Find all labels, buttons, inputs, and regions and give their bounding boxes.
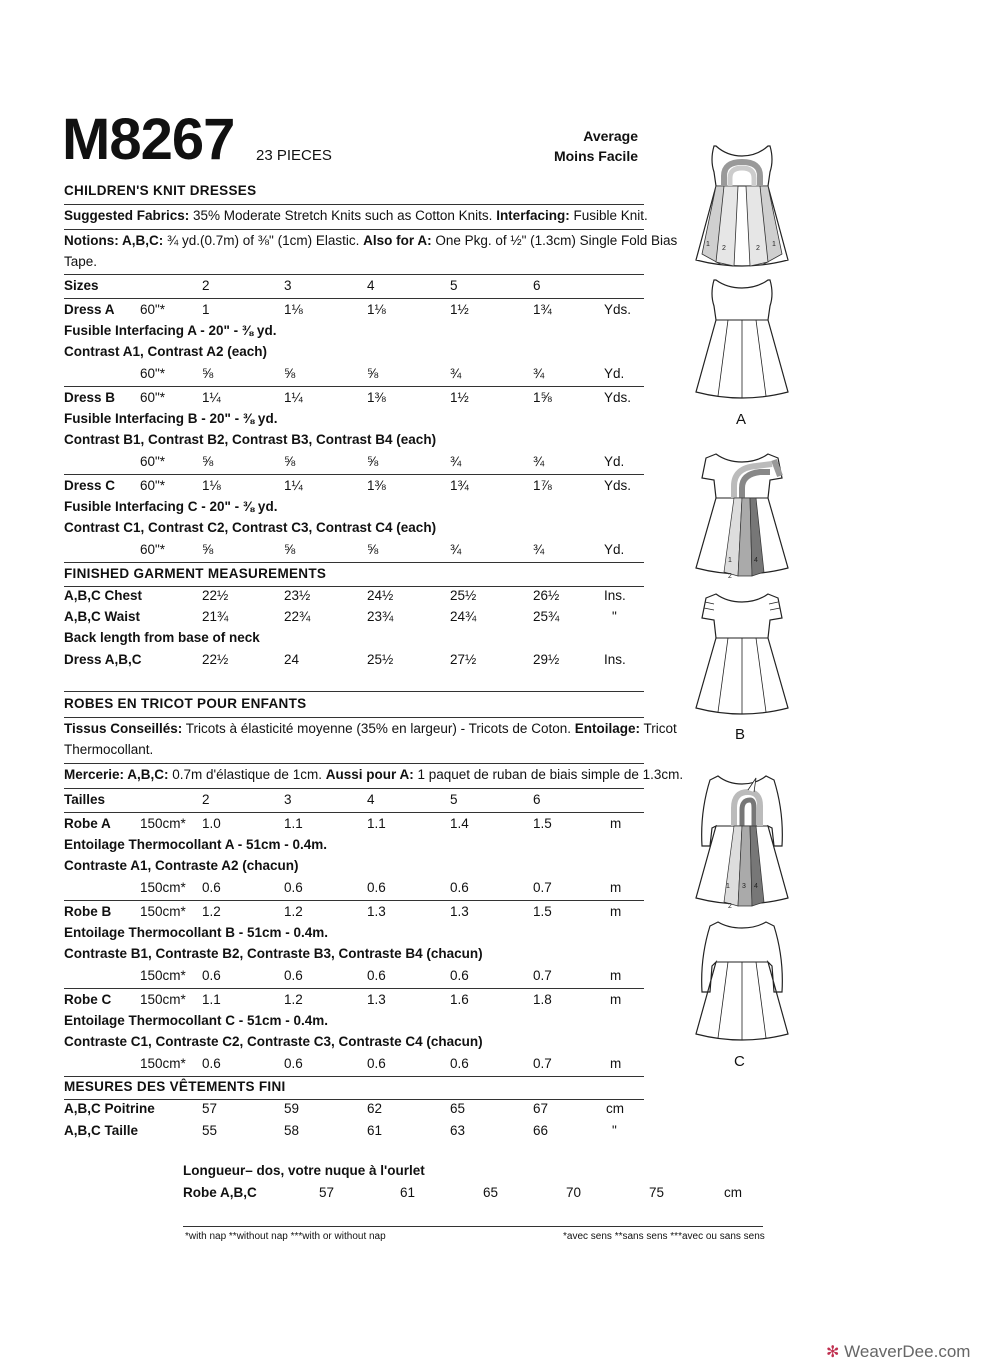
value: ¾ <box>533 454 545 469</box>
section-title-fr: ROBES EN TRICOT POUR ENFANTS <box>64 696 307 711</box>
back-length-label: Back length from base of neck <box>64 630 260 645</box>
value: 1¾ <box>450 478 469 493</box>
value: 1⅜ <box>367 390 386 405</box>
robe-a-row <box>64 816 644 836</box>
value: 1⅜ <box>367 478 386 493</box>
value: 0.7 <box>533 1056 552 1071</box>
value: 0.6 <box>284 1056 303 1071</box>
divider <box>64 204 644 205</box>
fabric-width: 150cm* <box>140 816 186 831</box>
dress-a-row <box>64 302 644 322</box>
value: 1.4 <box>450 816 469 831</box>
svg-text:1: 1 <box>728 557 732 564</box>
row-label: Dress A,B,C <box>64 652 142 667</box>
contrast-c-label: Contrast C1, Contrast C2, Contrast C3, Contrast C4 (each) <box>64 520 437 535</box>
divider <box>64 691 644 692</box>
fabrics-label: Suggested Fabrics: <box>64 208 190 223</box>
alsoA-label: Also for A: <box>363 233 432 248</box>
entoilage-c: Entoilage Thermocollant C - 51cm - 0.4m. <box>64 1013 329 1028</box>
divider <box>64 562 644 563</box>
value: 23½ <box>284 588 311 603</box>
notions-line-fr <box>64 767 683 782</box>
value: 1.1 <box>367 816 386 831</box>
value: ⅝ <box>284 454 296 469</box>
value: 22½ <box>202 588 229 603</box>
footnote-en: *with nap **without nap ***with or without nap <box>185 1231 386 1242</box>
sizes-row <box>64 278 644 298</box>
entoilage-b: Entoilage Thermocollant B - 51cm - 0.4m. <box>64 925 329 940</box>
value: 1.5 <box>533 816 552 831</box>
value: 62 <box>367 1101 383 1116</box>
fabrics-text: 35% Moderate Stretch Knits such as Cotton Knits. <box>189 208 497 223</box>
value: 24¾ <box>450 609 477 624</box>
value: 67 <box>533 1101 549 1116</box>
value: 25¾ <box>533 609 560 624</box>
value: 1¾ <box>533 302 552 317</box>
value: 29½ <box>533 652 560 667</box>
value: ⅝ <box>367 454 379 469</box>
dress-c-back-illustration <box>694 918 790 1044</box>
row-label: Robe B <box>64 904 112 919</box>
unit: cm <box>724 1185 742 1200</box>
measurements-title: FINISHED GARMENT MEASUREMENTS <box>64 566 327 581</box>
size: 6 <box>533 278 541 293</box>
value: 0.6 <box>450 1056 469 1071</box>
value: 0.6 <box>284 880 303 895</box>
fabrics-line-fr <box>64 721 677 736</box>
unit: m <box>610 904 622 919</box>
value: ¾ <box>450 454 462 469</box>
value: 1.1 <box>202 992 221 1007</box>
waist-row <box>64 609 644 629</box>
unit: m <box>610 1056 622 1071</box>
value: 58 <box>284 1123 300 1138</box>
fabrics-cont-fr: Thermocollant. <box>64 742 154 757</box>
row-label: Robe A,B,C <box>183 1185 257 1200</box>
divider <box>64 1099 644 1100</box>
fabric-width: 150cm* <box>140 992 186 1007</box>
svg-text:2: 2 <box>728 573 732 580</box>
value: 1⅞ <box>533 478 552 493</box>
robe-c-row <box>64 992 644 1012</box>
value: 57 <box>202 1101 218 1116</box>
value: 25½ <box>367 652 394 667</box>
fabric-width: 60"* <box>140 390 166 405</box>
value: 0.6 <box>367 968 386 983</box>
interfacing-label: Interfacing: <box>496 208 570 223</box>
value: 27½ <box>450 652 477 667</box>
value: 1⅛ <box>202 478 221 493</box>
contraste-a-label: Contraste A1, Contraste A2 (chacun) <box>64 858 299 873</box>
fusible-b: Fusible Interfacing B - 20" - ⅜ yd. <box>64 411 278 426</box>
value: 1.5 <box>533 904 552 919</box>
fusible-c: Fusible Interfacing C - 20" - ⅜ yd. <box>64 499 278 514</box>
fabric-width: 150cm* <box>140 968 186 983</box>
value: 1.2 <box>284 992 303 1007</box>
value: ⅝ <box>367 366 379 381</box>
fabric-width: 60"* <box>140 478 166 493</box>
sizes-row-fr <box>64 792 644 812</box>
value: 55 <box>202 1123 218 1138</box>
value: 61 <box>367 1123 383 1138</box>
svg-text:1: 1 <box>726 883 730 890</box>
dress-b-back-illustration <box>694 590 790 716</box>
row-label: A,B,C Waist <box>64 609 141 624</box>
unit: Yds. <box>604 390 632 405</box>
divider <box>64 717 644 718</box>
contrast-b-row <box>64 454 644 474</box>
value: 0.6 <box>367 1056 386 1071</box>
value: 1.3 <box>450 904 469 919</box>
value: 1¼ <box>202 390 221 405</box>
value: ⅝ <box>284 542 296 557</box>
unit: m <box>610 992 622 1007</box>
svg-text:4: 4 <box>754 557 758 564</box>
unit: " <box>612 1123 617 1138</box>
contraste-b-label: Contraste B1, Contraste B2, Contraste B3, Contraste B4 (chacun) <box>64 946 483 961</box>
contraste-c-row <box>64 1056 644 1076</box>
value: 1¼ <box>284 390 303 405</box>
row-label: A,B,C Chest <box>64 588 143 603</box>
value: 22¾ <box>284 609 311 624</box>
svg-text:3: 3 <box>742 883 746 890</box>
svg-text:2: 2 <box>728 903 732 910</box>
contraste-b-row <box>64 968 644 988</box>
notions-label: Mercerie: A,B,C: <box>64 767 169 782</box>
unit: Ins. <box>604 652 626 667</box>
unit: m <box>610 880 622 895</box>
value: 1⅛ <box>367 302 386 317</box>
value: 22½ <box>202 652 229 667</box>
value: 0.6 <box>450 880 469 895</box>
fabric-width: 60"* <box>140 454 166 469</box>
notions-label: Notions: A,B,C: <box>64 233 164 248</box>
size: 6 <box>533 792 541 807</box>
row-label: Dress C <box>64 478 116 493</box>
contrast-c-row <box>64 542 644 562</box>
value: 59 <box>284 1101 300 1116</box>
value: 65 <box>483 1185 499 1200</box>
value: ⅝ <box>284 366 296 381</box>
svg-text:1: 1 <box>772 241 776 248</box>
value: 65 <box>450 1101 466 1116</box>
divider <box>64 900 644 901</box>
dress-a-back-illustration <box>694 276 790 400</box>
value: 57 <box>319 1185 335 1200</box>
fabric-width: 60"* <box>140 366 166 381</box>
value: 25½ <box>450 588 477 603</box>
value: 1⅛ <box>284 302 303 317</box>
unit: Yd. <box>604 366 625 381</box>
size: 5 <box>450 792 458 807</box>
value: ¾ <box>450 542 462 557</box>
contraste-c-label: Contraste C1, Contraste C2, Contraste C3, Contraste C4 (chacun) <box>64 1034 483 1049</box>
row-label: Dress B <box>64 390 116 405</box>
svg-text:1: 1 <box>706 241 710 248</box>
divider <box>64 988 644 989</box>
value: 0.6 <box>202 880 221 895</box>
dress-c-row <box>64 478 644 498</box>
value: ⅝ <box>202 366 214 381</box>
unit: m <box>610 816 622 831</box>
row-label: Robe A <box>64 816 111 831</box>
sizes-label: Tailles <box>64 792 106 807</box>
interfacing-text: Tricot <box>640 721 677 736</box>
pattern-code: M8267 <box>62 107 235 172</box>
fabric-width: 60"* <box>140 302 166 317</box>
dress-abc-row <box>64 652 644 672</box>
divider <box>64 386 644 387</box>
contrast-a-label: Contrast A1, Contrast A2 (each) <box>64 344 268 359</box>
view-b-label: B <box>735 726 746 743</box>
longueur-label: Longueur– dos, votre nuque à l'ourlet <box>183 1163 425 1178</box>
view-a-label: A <box>736 411 747 428</box>
divider <box>64 298 644 299</box>
fabric-width: 150cm* <box>140 880 186 895</box>
svg-text:2: 2 <box>756 245 760 252</box>
fabric-width: 150cm* <box>140 904 186 919</box>
alsoA-text: One Pkg. of ½" (1.3cm) Single Fold Bias <box>431 233 678 248</box>
value: 26½ <box>533 588 560 603</box>
row-label: Robe C <box>64 992 112 1007</box>
value: 0.6 <box>202 1056 221 1071</box>
divider <box>64 763 644 764</box>
fabrics-text: Tricots à élasticité moyenne (35% en largeur) - Tricots de Coton. <box>182 721 575 736</box>
svg-text:2: 2 <box>722 245 726 252</box>
value: 1.6 <box>450 992 469 1007</box>
svg-text:4: 4 <box>754 883 758 890</box>
value: 1½ <box>450 390 469 405</box>
dress-a-rainbow-illustration <box>694 142 790 268</box>
alsoA-text: 1 paquet de ruban de biais simple de 1.3cm. <box>413 767 684 782</box>
chest-row <box>64 588 644 608</box>
divider <box>64 788 644 789</box>
value: 0.6 <box>367 880 386 895</box>
alsoA-label: Aussi pour A: <box>325 767 414 782</box>
notions-text: ¾ yd.(0.7m) of ⅜" (1cm) Elastic. <box>163 233 364 248</box>
taille-row <box>64 1123 644 1143</box>
row-label: A,B,C Taille <box>64 1123 139 1138</box>
value: 75 <box>649 1185 665 1200</box>
value: 1.1 <box>284 816 303 831</box>
contrast-a-row <box>64 366 644 386</box>
unit: " <box>612 609 617 624</box>
divider <box>64 586 644 587</box>
value: ⅝ <box>202 542 214 557</box>
entoilage-a: Entoilage Thermocollant A - 51cm - 0.4m. <box>64 837 328 852</box>
unit: Yds. <box>604 478 632 493</box>
dress-b-rainbow-illustration <box>694 450 790 580</box>
value: ¾ <box>533 542 545 557</box>
row-label: Dress A <box>64 302 115 317</box>
divider <box>64 474 644 475</box>
divider <box>64 812 644 813</box>
fabrics-line <box>64 208 648 223</box>
interfacing-text: Fusible Knit. <box>569 208 648 223</box>
value: 24 <box>284 652 300 667</box>
piece-count: 23 PIECES <box>256 147 332 164</box>
dress-c-unicorn-illustration <box>694 772 790 912</box>
value: ¾ <box>450 366 462 381</box>
contraste-a-row <box>64 880 644 900</box>
value: 1 <box>202 302 210 317</box>
footnote-divider <box>183 1226 763 1227</box>
value: 0.6 <box>284 968 303 983</box>
value: 1⅝ <box>533 390 552 405</box>
size: 2 <box>202 278 210 293</box>
value: 0.7 <box>533 880 552 895</box>
robe-b-row <box>64 904 644 924</box>
size: 3 <box>284 278 292 293</box>
measurements-title-fr: MESURES DES VÊTEMENTS FINI <box>64 1079 286 1094</box>
unit: cm <box>606 1101 624 1116</box>
section-title: CHILDREN'S KNIT DRESSES <box>64 183 257 198</box>
value: 1.3 <box>367 992 386 1007</box>
size: 4 <box>367 792 375 807</box>
value: 1.8 <box>533 992 552 1007</box>
divider <box>64 1076 644 1077</box>
divider <box>64 229 644 230</box>
value: 66 <box>533 1123 549 1138</box>
fabric-width: 150cm* <box>140 1056 186 1071</box>
view-c-label: C <box>734 1053 745 1070</box>
value: 1.2 <box>284 904 303 919</box>
size: 4 <box>367 278 375 293</box>
value: 24½ <box>367 588 394 603</box>
value: 0.6 <box>450 968 469 983</box>
contrast-b-label: Contrast B1, Contrast B2, Contrast B3, Contrast B4 (each) <box>64 432 437 447</box>
divider <box>64 274 644 275</box>
unit: m <box>610 968 622 983</box>
size: 5 <box>450 278 458 293</box>
notions-cont: Tape. <box>64 254 98 269</box>
size: 3 <box>284 792 292 807</box>
value: 1.3 <box>367 904 386 919</box>
unit: Yd. <box>604 542 625 557</box>
footnote-fr: *avec sens **sans sens ***avec ou sans sens <box>563 1231 765 1242</box>
sizes-label: Sizes <box>64 278 99 293</box>
fusible-a: Fusible Interfacing A - 20" - ⅜ yd. <box>64 323 277 338</box>
value: 23¾ <box>367 609 394 624</box>
snowflake-icon: ✻ <box>826 1344 840 1361</box>
value: ¾ <box>533 366 545 381</box>
value: 1¼ <box>284 478 303 493</box>
value: 0.7 <box>533 968 552 983</box>
difficulty-en: Average <box>583 128 638 144</box>
value: 61 <box>400 1185 416 1200</box>
watermark-text: WeaverDee.com <box>844 1342 971 1361</box>
row-label: A,B,C Poitrine <box>64 1101 155 1116</box>
fabrics-label: Tissus Conseillés: <box>64 721 183 736</box>
value: 0.6 <box>202 968 221 983</box>
value: 1½ <box>450 302 469 317</box>
value: ⅝ <box>367 542 379 557</box>
value: ⅝ <box>202 454 214 469</box>
notions-line <box>64 233 677 248</box>
poitrine-row <box>64 1101 644 1121</box>
difficulty-fr: Moins Facile <box>553 148 638 164</box>
watermark <box>826 1342 970 1362</box>
value: 70 <box>566 1185 582 1200</box>
value: 1.2 <box>202 904 221 919</box>
unit: Yd. <box>604 454 625 469</box>
value: 21¾ <box>202 609 229 624</box>
value: 1.0 <box>202 816 221 831</box>
unit: Ins. <box>604 588 626 603</box>
robe-abc-row <box>183 1184 763 1204</box>
dress-b-row <box>64 390 644 410</box>
size: 2 <box>202 792 210 807</box>
notions-text: 0.7m d'élastique de 1cm. <box>168 767 326 782</box>
interfacing-label: Entoilage: <box>574 721 640 736</box>
fabric-width: 60"* <box>140 542 166 557</box>
value: 63 <box>450 1123 466 1138</box>
unit: Yds. <box>604 302 632 317</box>
